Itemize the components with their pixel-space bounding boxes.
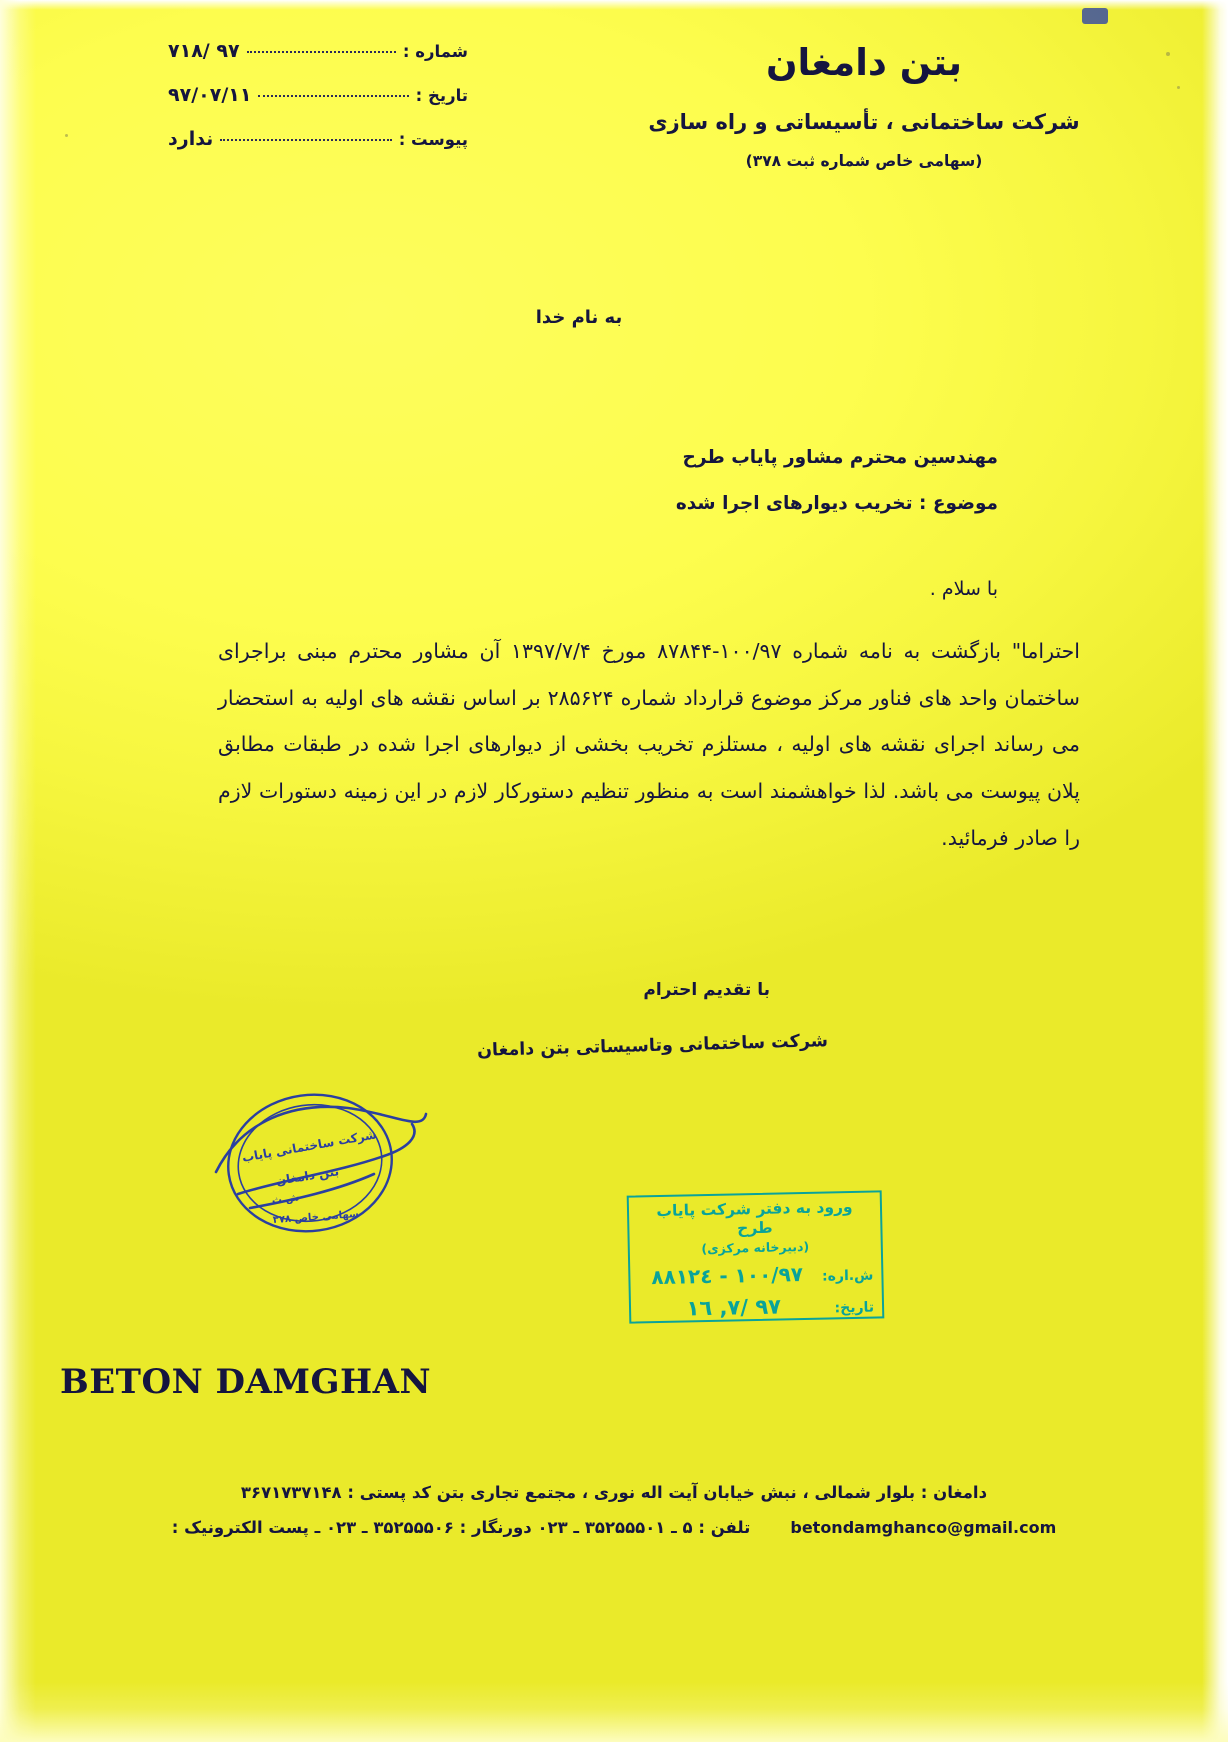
company-subtitle: شرکت ساختمانی ، تأسیساتی و راه سازی [648, 110, 1080, 135]
greeting-line: با سلام . [929, 578, 998, 600]
addressee-line: مهندسین محترم مشاور پایاب طرح [682, 447, 998, 468]
brand-english: BETON DAMGHAN [60, 1362, 432, 1402]
meta-dots [258, 94, 408, 97]
meta-dots [220, 138, 391, 141]
footer [0, 1476, 1228, 1545]
company-name: بتن دامغان [765, 41, 963, 84]
meta-row-attachment [168, 128, 468, 150]
receipt-stamp-title: ورود به دفتر شرکت پایاب طرح [656, 1197, 853, 1238]
stamp-line-3: ش.ث [271, 1192, 301, 1207]
paper-edge-bottom [0, 1682, 1228, 1742]
receipt-stamp-number-label: ش.اره: [821, 1267, 874, 1285]
footer-address: دامغان : بلوار شمالی ، نبش خیابان آیت اله نوری ، مجتمع تجاری بتن کد پستی : ۳۶۷۱۷۳۷۱۴۸ [240, 1483, 988, 1502]
stamp-line-2: بتن دامغان [274, 1164, 340, 1188]
scan-artifact-mark [1082, 8, 1108, 24]
letterhead [554, 40, 1174, 170]
receipt-stamp-date-value: ۹۷ /۷, ۱٦ [686, 1294, 782, 1321]
meta-value-number: ۹۷ /۷۱۸ [168, 40, 240, 62]
invocation-text: به نام خدا [535, 307, 623, 328]
paper-speck [1177, 86, 1180, 89]
stamp-line-1: شرکت ساختمانی پایاب [240, 1127, 378, 1165]
footer-contact-row [60, 1511, 1168, 1546]
company-registration: (سهامی خاص شماره ثبت ۳۷۸) [745, 152, 983, 171]
receipt-stamp-date-label: تاریخ: [834, 1299, 875, 1317]
receipt-stamp-date-row [639, 1292, 874, 1321]
receipt-stamp-subtitle: (دبیرخانه مرکزی) [701, 1238, 810, 1256]
meta-label-number: شماره : [402, 42, 468, 61]
paper-speck [65, 134, 68, 137]
meta-row-date [168, 84, 468, 106]
footer-phone: تلفن : ۵ ـ ۳۵۲۵۵۵۰۱ ـ ۰۲۳ دورنگار : ۳۵۲۵۵۵۰۶ ـ ۰۲۳ ـ پست الکترونیک : [171, 1517, 751, 1537]
meta-row-number [168, 40, 468, 62]
signer-line: شرکت ساختمانی وتاسیساتی بتن دامغان [476, 1031, 829, 1061]
receipt-stamp-number-value: ۱۰۰/۹۷ - ۸۸۱۲٤ [651, 1261, 804, 1289]
letter-body-text: احتراما" بازگشت به نامه شماره ۱۰۰/۹۷-۸۷۸۴۴ مورخ ۱۳۹۷/۷/۴ آن مشاور محترم مبنی براجرای ساختمان واحد های فناور مرکز موضوع قرارداد شماره ۲۸۵۶۲۴ بر اساس نقشه های اولیه به استحضار می رساند اجرای نقشه های اولیه ، مستلزم تخریب بخشی از دیوارهای اجرا شده در طبقات مطابق پلان پیوست می باشد. لذا خواهشمند است به منظور تنظیم دستورکار لازم در این زمینه دستورات لازم را صادر فرمائید. [218, 639, 1080, 850]
company-stamp [198, 1068, 438, 1258]
meta-label-attachment: پیوست : [398, 130, 468, 149]
footer-email: betondamghanco@gmail.com [790, 1517, 1057, 1537]
stamp-line-4: سهامی خاص ۳۷۸ [272, 1209, 360, 1226]
letter-meta [168, 40, 468, 172]
meta-value-attachment: ندارد [168, 128, 214, 150]
receipt-stamp [627, 1190, 885, 1323]
receipt-stamp-number-row [638, 1260, 873, 1289]
meta-dots [247, 50, 396, 53]
paper-edge-top [0, 0, 1228, 10]
subject-line: موضوع : تخریب دیوارهای اجرا شده [675, 493, 998, 514]
meta-label-date: تاریخ : [415, 86, 468, 105]
closing-line: با تقدیم احترام [643, 980, 770, 1000]
meta-value-date: ۹۷/۰۷/۱۱ [168, 84, 252, 106]
